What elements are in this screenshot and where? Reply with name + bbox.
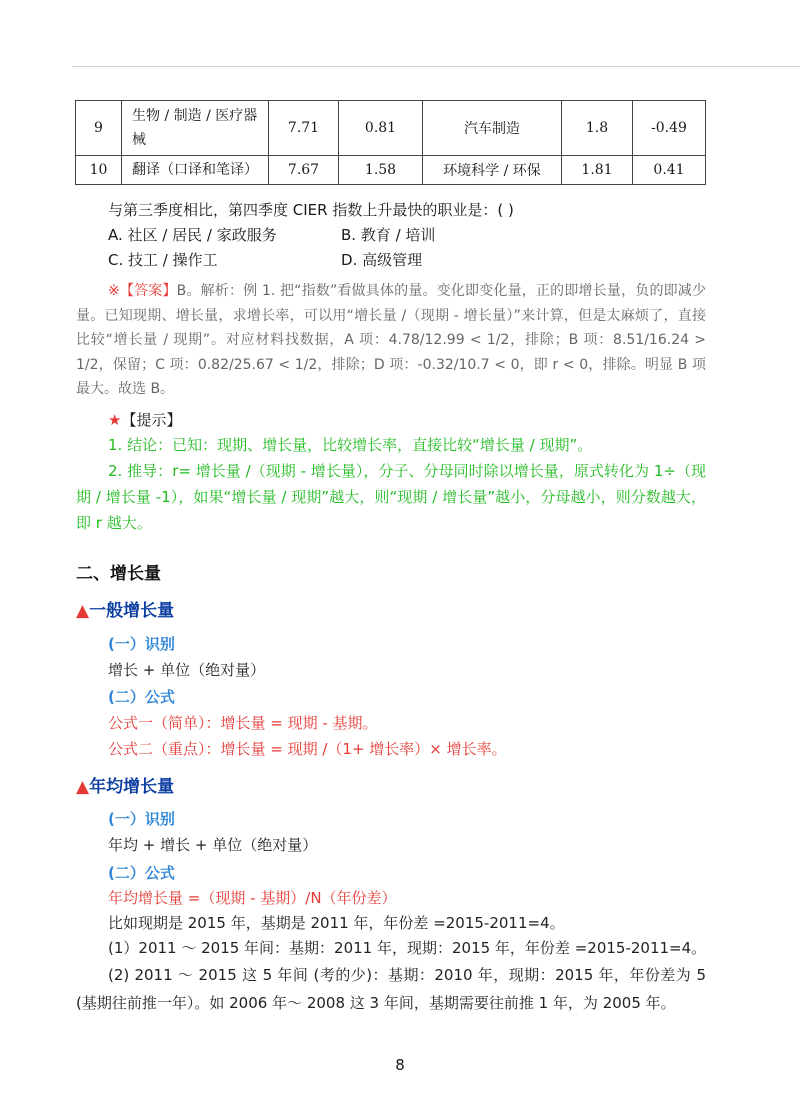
triangle-icon: ▲ [76, 601, 90, 621]
tip-heading [108, 408, 181, 432]
table-cell: 1.58 [339, 156, 423, 185]
data-table [75, 100, 706, 185]
formula-two: 公式二（重点）：增长量 = 现期 /（1+ 增长率）× 增长率。 [108, 740, 507, 758]
table-cell: 1.81 [562, 156, 633, 185]
table-cell: 汽车制造 [423, 101, 562, 156]
general-ident-heading: (一）识别 [108, 635, 175, 653]
answer-text: B。解析：例 1. 把“指数”看做具体的量。变化即变化量，正的即增长量，负的即减少量。已知现期、增长量，求增长率，可以用“增长量 /（现期 - 增长量）”来计算，但是太麻烦了，直接比较“增长量 / 现期”。对应材料找数据，A 项：4.78/12.99 < 1/2，排除；B 项：8.51/16.24 > 1/2，保留；C 项：0.82/25.67 < 1/2，排除；D 项：-0.32/10.7 < 0，即 r < 0，排除。明显 B 项最大。故选 B。 [76, 283, 706, 397]
general-growth-title: 一般增长量 [89, 601, 175, 621]
answer-explanation [76, 279, 706, 402]
table-row [76, 101, 706, 156]
table-cell: 翻译（口译和笔译） [122, 156, 269, 185]
options-row-1 [108, 223, 608, 248]
options-row-2 [108, 248, 608, 273]
annual-growth-title: 年均增长量 [89, 777, 175, 797]
option-a: A. 社区 / 居民 / 家政服务 [108, 226, 277, 244]
option-c: C. 技工 / 操作工 [108, 251, 218, 269]
example-line-3: (2) 2011 ～ 2015 这 5 年间 (考的少)：基期：2010 年，现期：2015 年，年份差为 5 (基期往前推一年）。如 2006 年～ 2008 这 3 年间，基期需要往前推 1 年，为 2005 年。 [76, 966, 706, 1012]
tip-title: 【提示】 [121, 411, 182, 429]
table-cell: 1.8 [562, 101, 633, 156]
question-stem: 与第三季度相比，第四季度 CIER 指数上升最快的职业是：( ) [108, 201, 514, 219]
option-b: B. 教育 / 培训 [341, 226, 436, 244]
annual-ident-text: 年均 + 增长 + 单位（绝对量） [108, 836, 318, 854]
general-ident-text: 增长 + 单位（绝对量） [108, 661, 266, 679]
page-number: 8 [395, 1056, 405, 1074]
header-rule [72, 66, 800, 67]
table-cell: 0.41 [633, 156, 706, 185]
table-cell: 7.71 [269, 101, 339, 156]
star-icon: ★ [108, 411, 122, 429]
tip-line-1: 1. 结论：已知：现期、增长量，比较增长率，直接比较“增长量 / 现期”。 [108, 436, 593, 454]
option-d: D. 高级管理 [341, 251, 423, 269]
annual-formula-heading: (二）公式 [108, 864, 175, 882]
table-cell: 生物 / 制造 / 医疗器械 [122, 101, 269, 156]
section-title: 二、增长量 [76, 564, 161, 584]
triangle-icon: ▲ [76, 777, 90, 797]
table-cell: 9 [76, 101, 122, 156]
annual-formula: 年均增长量 =（现期 - 基期）/N（年份差） [108, 889, 397, 907]
table-cell: 7.67 [269, 156, 339, 185]
table-cell: 0.81 [339, 101, 423, 156]
table-cell: 10 [76, 156, 122, 185]
annual-growth-heading [76, 774, 174, 800]
answer-label: ※【答案】 [108, 283, 177, 299]
example-line-1: 比如现期是 2015 年，基期是 2011 年，年份差 =2015-2011=4。 [108, 914, 565, 932]
annual-ident-heading: (一）识别 [108, 810, 175, 828]
formula-one: 公式一（简单）：增长量 = 现期 - 基期。 [108, 714, 378, 732]
general-formula-heading: (二）公式 [108, 688, 175, 706]
example-line-2: (1）2011 ～ 2015 年间：基期：2011 年，现期：2015 年，年份差 =2015-2011=4。 [108, 939, 707, 957]
table-row [76, 156, 706, 185]
table-cell: -0.49 [633, 101, 706, 156]
general-growth-heading [76, 598, 174, 624]
tip-line-2: 2. 推导：r= 增长量 /（现期 - 增长量），分子、分母同时除以增长量，原式转化为 1÷（现期 / 增长量 -1），如果“增长量 / 现期”越大，则“现期 / 增长量”越小，分母越小，则分数越大，即 r 越大。 [76, 462, 706, 532]
table-cell: 环境科学 / 环保 [423, 156, 562, 185]
